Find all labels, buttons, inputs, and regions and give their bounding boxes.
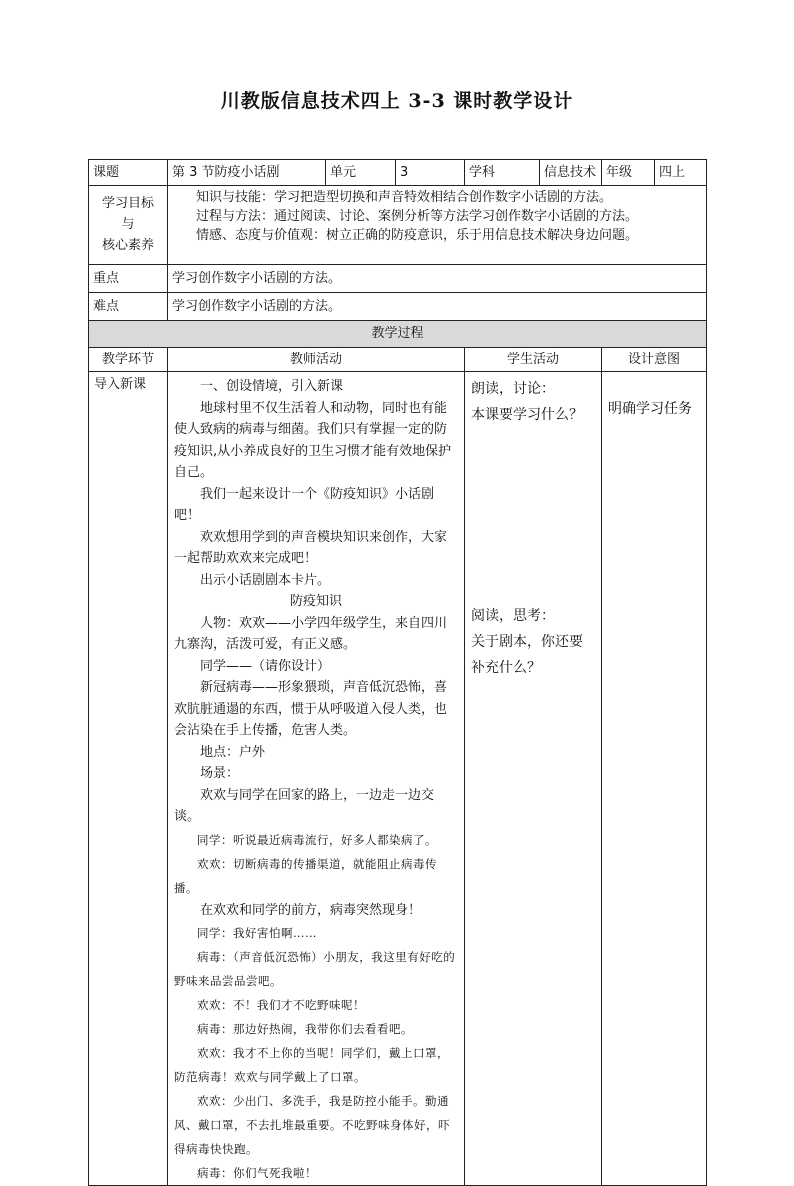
col-teacher-header: 教师活动 [168, 348, 465, 372]
script-title: 防疫知识 [289, 594, 342, 609]
dialogue-line: 同学：听说最近病毒流行，好多人都染病了。 [197, 832, 437, 847]
dialogue-line: 病毒：你们气死我啦！ [197, 1166, 317, 1180]
grade-value: 四上 [655, 160, 707, 186]
student-line: 阅读，思考： [471, 608, 555, 624]
teacher-line: 地点：户外 [200, 744, 266, 760]
dialogue-line: 欢欢：少出门、多洗手，我是防控小能手。勤通风、戴口罩，不去扎堆最重要。不吃野味身体好，吓得病毒快快跑。 [174, 1094, 450, 1156]
col-intent-header: 设计意图 [602, 348, 707, 372]
teacher-line: 人物：欢欢——小学四年级学生，来自四川九寨沟，活泼可爱，有正义感。 [174, 615, 448, 652]
key-point-row [89, 265, 707, 293]
teacher-activity-cell [168, 372, 465, 1186]
col-stage-header: 教学环节 [89, 348, 168, 372]
subject-value: 信息技术 [540, 160, 602, 186]
topic-label: 课题 [89, 160, 168, 186]
goal-process: 过程与方法：通过阅读、讨论、案例分析等方法学习创作数字小话剧的方法。 [196, 209, 639, 224]
goals-label-line3: 核心素养 [101, 238, 154, 253]
student-activity-cell [465, 372, 602, 1186]
difficulty-value: 学习创作数字小话剧的方法。 [168, 293, 707, 321]
dialogue-line: 欢欢：切断病毒的传播渠道，就能阻止病毒传播。 [174, 856, 437, 895]
document-title: 川教版信息技术四上 3-3 课时教学设计 [220, 90, 574, 112]
subject-label: 学科 [465, 160, 540, 186]
student-line: 关于剧本，你还要补充什么？ [471, 634, 583, 676]
teacher-line: 在欢欢和同学的前方，病毒突然现身！ [200, 902, 422, 918]
design-intent-cell: 明确学习任务 [602, 372, 707, 1186]
stage-cell: 导入新课 [89, 372, 168, 1186]
intro-row [89, 372, 707, 1186]
process-header: 教学过程 [89, 321, 707, 348]
dialogue-line: 同学：我好害怕啊…… [197, 926, 317, 940]
grade-label: 年级 [602, 160, 655, 186]
difficulty-label: 难点 [89, 293, 168, 321]
dialogue-line: 病毒：（声音低沉恐怖）小朋友，我这里有好吃的野味来品尝品尝吧。 [174, 950, 456, 988]
col-student-header: 学生活动 [465, 348, 602, 372]
key-point-value: 学习创作数字小话剧的方法。 [168, 265, 707, 293]
dialogue-line: 病毒：那边好热闹，我带你们去看看吧。 [197, 1022, 413, 1036]
goals-content [168, 186, 707, 265]
teacher-line: 欢欢想用学到的声音模块知识来创作，大家一起帮助欢欢来完成吧！ [174, 529, 448, 566]
key-point-label: 重点 [89, 265, 168, 293]
teacher-line: 新冠病毒——形象猥琐，声音低沉恐怖，喜欢肮脏通遢的东西，惯于从呼吸道入侵人类，也会沾染在手上传播，危害人类。 [174, 680, 448, 738]
teacher-line: 场景： [200, 766, 240, 781]
lesson-plan-table [88, 159, 707, 1186]
goal-attitude: 情感、态度与价值观：树立正确的防疫意识，乐于用信息技术解决身边问题。 [196, 228, 639, 243]
info-row [89, 160, 707, 186]
student-line: 本课要学习什么？ [471, 407, 583, 423]
teacher-line: 一、创设情境，引入新课 [200, 379, 344, 394]
process-header-row [89, 321, 707, 348]
goals-row [89, 186, 707, 265]
goals-label-line2: 与 [121, 217, 135, 232]
teacher-line: 地球村里不仅生活着人和动物，同时也有能使人致病的病毒与细菌。我们只有掌握一定的防疫知识,从小养成良好的卫生习惯才能有效地保护自己。 [174, 400, 452, 480]
teacher-line: 我们一起来设计一个《防疫知识》小话剧吧！ [174, 486, 435, 523]
teacher-line: 欢欢与同学在回家的路上，一边走一边交谈。 [174, 787, 435, 824]
teacher-line: 同学——（请你设计） [200, 658, 331, 674]
dialogue-line: 欢欢：我才不上你的当呢！同学们，戴上口罩，防范病毒！欢欢与同学戴上了口罩。 [174, 1046, 449, 1084]
topic-value: 第 3 节防疫小话剧 [168, 160, 326, 186]
student-line: 朗读，讨论： [471, 381, 555, 397]
goals-label-line1: 学习目标 [101, 196, 154, 211]
goal-knowledge: 知识与技能：学习把造型切换和声音特效相结合创作数字小话剧的方法。 [196, 190, 613, 205]
difficulty-row [89, 293, 707, 321]
unit-value: 3 [396, 160, 465, 186]
unit-label: 单元 [326, 160, 396, 186]
goals-label [89, 186, 168, 265]
dialogue-line: 欢欢：不！我们才不吃野味呢！ [197, 998, 365, 1012]
student-spacer [471, 428, 596, 603]
process-columns-row [89, 348, 707, 372]
teacher-line: 出示小话剧剧本卡片。 [200, 572, 331, 588]
